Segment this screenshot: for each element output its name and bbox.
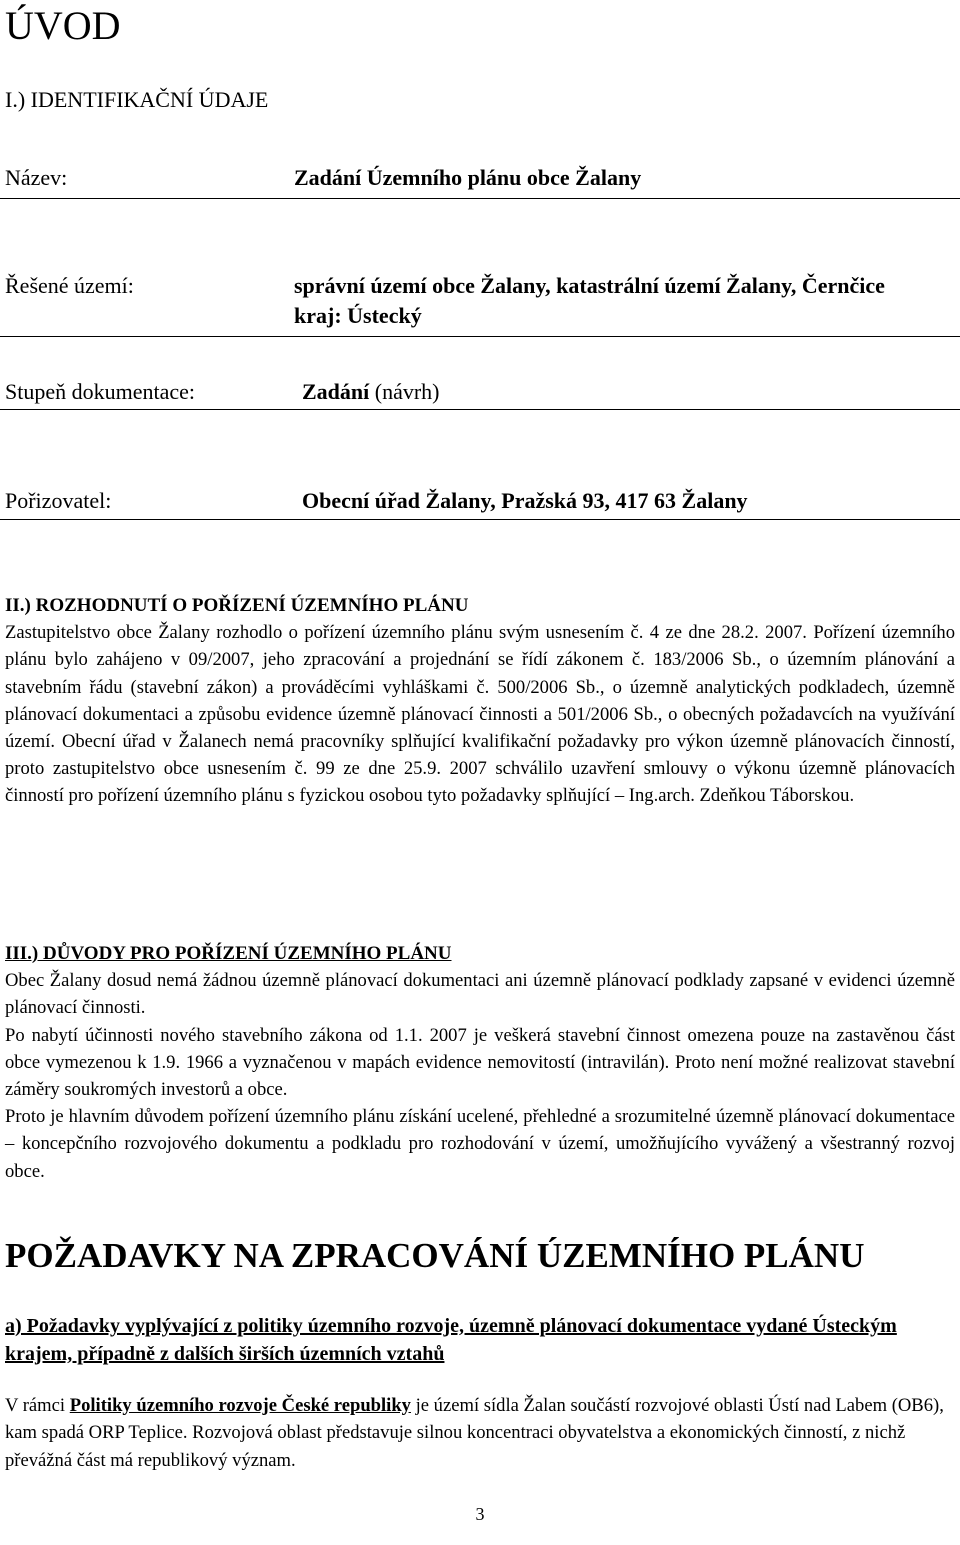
identification-title: I.) IDENTIFIKAČNÍ ÚDAJE <box>5 87 269 112</box>
divider-line <box>0 409 960 410</box>
requirements-body-rest: je území sídla Žalan součástí rozvojové oblasti Ústí nad Labem (OB6), kam spadá ORP Teplice. Rozvojová oblast představuje silnou koncentraci obyvatelstva a ekonomických činností, z nichž převážná část má republikový význam. <box>5 1395 944 1471</box>
reasons-paragraph-3: Proto je hlavním důvodem pořízení územního plánu získání ucelené, přehledné a srozumitelné územně plánovací dokumentace – koncepčního rozvojového dokumentu a podkladu pro rozhodování v území, umožňujícího vyvážený a všestranný rozvoj obce. <box>5 1106 955 1182</box>
stage-value-bold: Zadání <box>302 379 370 404</box>
stage-label: Stupeň dokumentace: <box>5 379 196 404</box>
name-value: Zadání Územního plánu obce Žalany <box>294 165 642 190</box>
requirements-body <box>5 1392 955 1474</box>
section-reasons <box>5 940 955 1185</box>
area-value-line1: správní území obce Žalany, katastrální území Žalany, Černčice <box>294 273 885 298</box>
stage-value <box>302 377 960 407</box>
procurer-value: Obecní úřad Žalany, Pražská 93, 417 63 Žalany <box>302 488 748 513</box>
section-decision-title: II.) ROZHODNUTÍ O POŘÍZENÍ ÚZEMNÍHO PLÁNU <box>5 595 469 616</box>
divider-line <box>0 336 960 337</box>
reasons-paragraph-1: Obec Žalany dosud nemá žádnou územně plánovací dokumentaci ani územně plánovací podklady zapsané v evidenci územně plánovací činnosti. <box>5 970 955 1019</box>
section-reasons-title: III.) DŮVODY PRO POŘÍZENÍ ÚZEMNÍHO PLÁNU <box>5 943 452 964</box>
page-heading: ÚVOD <box>5 3 121 48</box>
stage-value-suffix: (návrh) <box>374 379 440 404</box>
divider-line <box>0 519 960 520</box>
section-decision-text: Zastupitelstvo obce Žalany rozhodlo o pořízení územního plánu svým usnesením č. 4 ze dne 28.2. 2007. Pořízení územního plánu bylo zahájeno v 09/2007, jeho zpracování a projednání se řídí zákonem č. 183/2006 Sb., o územním plánování a stavebním řádu (stavební zákon) a prováděcími vyhláškami č. 500/2006 Sb., o územně analytických podkladech, územně plánovací dokumentaci a způsobu evidence územně plánovací činnosti a 501/2006 Sb., o obecných požadavcích na využívání území. Obecní úřad v Žalanech nemá pracovníky splňující kvalifikační požadavky pro výkon územně plánovacích činností, proto zastupitelstvo obce usnesením č. 99 ze dne 25.9. 2007 schválilo uzavření smlouvy o výkonu územně plánovacích činností pro pořízení územního plánu s fyzickou osobou tyto požadavky splňující – Ing.arch. Zdeňkou Táborskou. <box>5 622 955 807</box>
requirements-heading: POŽADAVKY NA ZPRACOVÁNÍ ÚZEMNÍHO PLÁNU <box>5 1236 865 1275</box>
area-label: Řešené území: <box>5 273 134 298</box>
requirements-body-prefix: V rámci <box>5 1395 66 1416</box>
area-value <box>294 271 954 331</box>
page-number: 3 <box>475 1504 485 1524</box>
area-value-line2: kraj: Ústecký <box>294 303 422 328</box>
divider-line <box>0 198 960 199</box>
requirements-subtitle: a) Požadavky vyplývající z politiky územního rozvoje, územně plánovací dokumentace vydané Ústeckým krajem, případně z dalších širších územních vztahů <box>5 1315 897 1365</box>
name-label: Název: <box>5 165 68 190</box>
reasons-paragraph-2: Po nabytí účinnosti nového stavebního zákona od 1.1. 2007 je veškerá stavební činnost omezena pouze na zastavěnou část obce vymezenou k 1.9. 1966 a vyznačenou v mapách evidence nemovitostí (intravilán). Proto není možné realizovat stavební záměry soukromých investorů a obce. <box>5 1024 955 1101</box>
policy-link[interactable]: Politiky územního rozvoje České republiky <box>69 1395 411 1416</box>
section-decision <box>5 592 955 810</box>
procurer-label: Pořizovatel: <box>5 488 112 513</box>
